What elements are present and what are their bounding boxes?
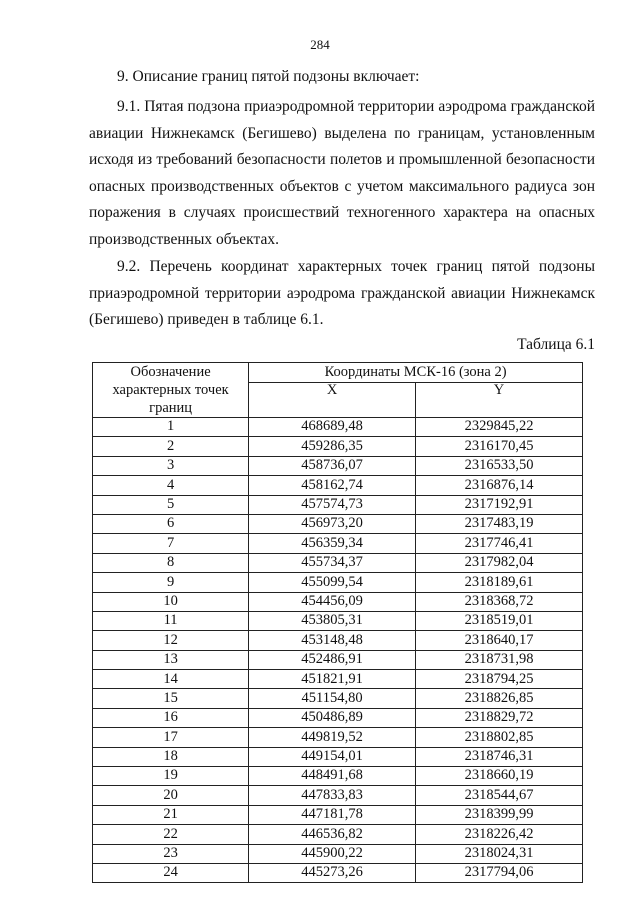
x-coordinate-cell: 452486,91 <box>249 650 416 669</box>
table-row <box>93 437 583 456</box>
y-coordinate-cell: 2318399,99 <box>416 805 583 824</box>
point-id-cell: 14 <box>93 670 249 689</box>
y-coordinate-cell: 2316533,50 <box>416 456 583 475</box>
point-id-cell: 18 <box>93 747 249 766</box>
x-coordinate-cell: 449154,01 <box>249 747 416 766</box>
table-row <box>93 844 583 863</box>
point-id-cell: 21 <box>93 805 249 824</box>
y-coordinate-cell: 2317483,19 <box>416 514 583 533</box>
table-row <box>93 767 583 786</box>
table-row <box>93 553 583 572</box>
table-row <box>93 573 583 592</box>
x-coordinate-cell: 453148,48 <box>249 631 416 650</box>
x-coordinate-cell: 445273,26 <box>249 863 416 882</box>
header-x: X <box>249 382 416 417</box>
y-coordinate-cell: 2318826,85 <box>416 689 583 708</box>
x-coordinate-cell: 450486,89 <box>249 708 416 727</box>
y-coordinate-cell: 2318519,01 <box>416 611 583 630</box>
point-id-cell: 9 <box>93 573 249 592</box>
table-row <box>93 728 583 747</box>
y-coordinate-cell: 2318731,98 <box>416 650 583 669</box>
x-coordinate-cell: 447833,83 <box>249 786 416 805</box>
point-id-cell: 3 <box>93 456 249 475</box>
x-coordinate-cell: 455734,37 <box>249 553 416 572</box>
point-id-cell: 13 <box>93 650 249 669</box>
y-coordinate-cell: 2316170,45 <box>416 437 583 456</box>
point-id-cell: 1 <box>93 418 249 437</box>
point-id-cell: 17 <box>93 728 249 747</box>
x-coordinate-cell: 458162,74 <box>249 476 416 495</box>
y-coordinate-cell: 2318640,17 <box>416 631 583 650</box>
table-row <box>93 456 583 475</box>
point-id-cell: 23 <box>93 844 249 863</box>
y-coordinate-cell: 2318226,42 <box>416 825 583 844</box>
table-row <box>93 418 583 437</box>
x-coordinate-cell: 454456,09 <box>249 592 416 611</box>
y-coordinate-cell: 2318368,72 <box>416 592 583 611</box>
point-id-cell: 4 <box>93 476 249 495</box>
y-coordinate-cell: 2316876,14 <box>416 476 583 495</box>
x-coordinate-cell: 457574,73 <box>249 495 416 514</box>
y-coordinate-cell: 2318746,31 <box>416 747 583 766</box>
header-y: Y <box>416 382 583 417</box>
table-row <box>93 689 583 708</box>
x-coordinate-cell: 459286,35 <box>249 437 416 456</box>
coordinates-table <box>92 362 583 883</box>
x-coordinate-cell: 453805,31 <box>249 611 416 630</box>
y-coordinate-cell: 2318794,25 <box>416 670 583 689</box>
y-coordinate-cell: 2317982,04 <box>416 553 583 572</box>
table-row <box>93 514 583 533</box>
x-coordinate-cell: 451154,80 <box>249 689 416 708</box>
x-coordinate-cell: 468689,48 <box>249 418 416 437</box>
point-id-cell: 2 <box>93 437 249 456</box>
point-id-cell: 10 <box>93 592 249 611</box>
y-coordinate-cell: 2318024,31 <box>416 844 583 863</box>
paragraph-9-2: 9.2. Перечень координат характерных точек границ пятой подзоны приаэродромной территории аэродрома гражданской авиации Нижнекамск (Бегишево) приведен в таблице 6.1. <box>89 258 595 329</box>
paragraph-9-1: 9.1. Пятая подзона приаэродромной территории аэродрома гражданской авиации Нижнекамск (Бегишево) выделена по границам, установленным исходя из требований безопасности полетов и промышленной безопасности опасных производственных объектов с учетом максимального радиуса зон поражения в случаях происшествий техногенного характера на опасных производственных объектах. <box>89 98 595 248</box>
table-row <box>93 825 583 844</box>
table-header-row <box>93 363 583 383</box>
y-coordinate-cell: 2317192,91 <box>416 495 583 514</box>
x-coordinate-cell: 448491,68 <box>249 767 416 786</box>
y-coordinate-cell: 2317746,41 <box>416 534 583 553</box>
table-row <box>93 786 583 805</box>
x-coordinate-cell: 449819,52 <box>249 728 416 747</box>
x-coordinate-cell: 451821,91 <box>249 670 416 689</box>
x-coordinate-cell: 447181,78 <box>249 805 416 824</box>
table-caption: Таблица 6.1 <box>517 336 595 353</box>
header-coordinates: Координаты МСК-16 (зона 2) <box>249 363 583 383</box>
header-point-designation: Обозначение характерных точек границ <box>93 363 249 418</box>
y-coordinate-cell: 2318660,19 <box>416 767 583 786</box>
x-coordinate-cell: 458736,07 <box>249 456 416 475</box>
table-row <box>93 863 583 882</box>
x-coordinate-cell: 455099,54 <box>249 573 416 592</box>
table-row <box>93 708 583 727</box>
page-number: 284 <box>310 37 330 52</box>
table-row <box>93 476 583 495</box>
point-id-cell: 22 <box>93 825 249 844</box>
table-row <box>93 805 583 824</box>
y-coordinate-cell: 2329845,22 <box>416 418 583 437</box>
table-row <box>93 611 583 630</box>
y-coordinate-cell: 2318544,67 <box>416 786 583 805</box>
point-id-cell: 5 <box>93 495 249 514</box>
x-coordinate-cell: 445900,22 <box>249 844 416 863</box>
point-id-cell: 8 <box>93 553 249 572</box>
x-coordinate-cell: 456973,20 <box>249 514 416 533</box>
table-row <box>93 650 583 669</box>
point-id-cell: 24 <box>93 863 249 882</box>
y-coordinate-cell: 2317794,06 <box>416 863 583 882</box>
point-id-cell: 20 <box>93 786 249 805</box>
x-coordinate-cell: 446536,82 <box>249 825 416 844</box>
point-id-cell: 19 <box>93 767 249 786</box>
point-id-cell: 6 <box>93 514 249 533</box>
point-id-cell: 12 <box>93 631 249 650</box>
table-row <box>93 747 583 766</box>
table-row <box>93 495 583 514</box>
table-row <box>93 631 583 650</box>
table-row <box>93 534 583 553</box>
point-id-cell: 15 <box>93 689 249 708</box>
y-coordinate-cell: 2318829,72 <box>416 708 583 727</box>
section-heading: 9. Описание границ пятой подзоны включает: <box>117 68 420 85</box>
table-row <box>93 592 583 611</box>
table-row <box>93 670 583 689</box>
y-coordinate-cell: 2318802,85 <box>416 728 583 747</box>
point-id-cell: 16 <box>93 708 249 727</box>
point-id-cell: 11 <box>93 611 249 630</box>
table-body <box>93 418 583 883</box>
point-id-cell: 7 <box>93 534 249 553</box>
y-coordinate-cell: 2318189,61 <box>416 573 583 592</box>
x-coordinate-cell: 456359,34 <box>249 534 416 553</box>
